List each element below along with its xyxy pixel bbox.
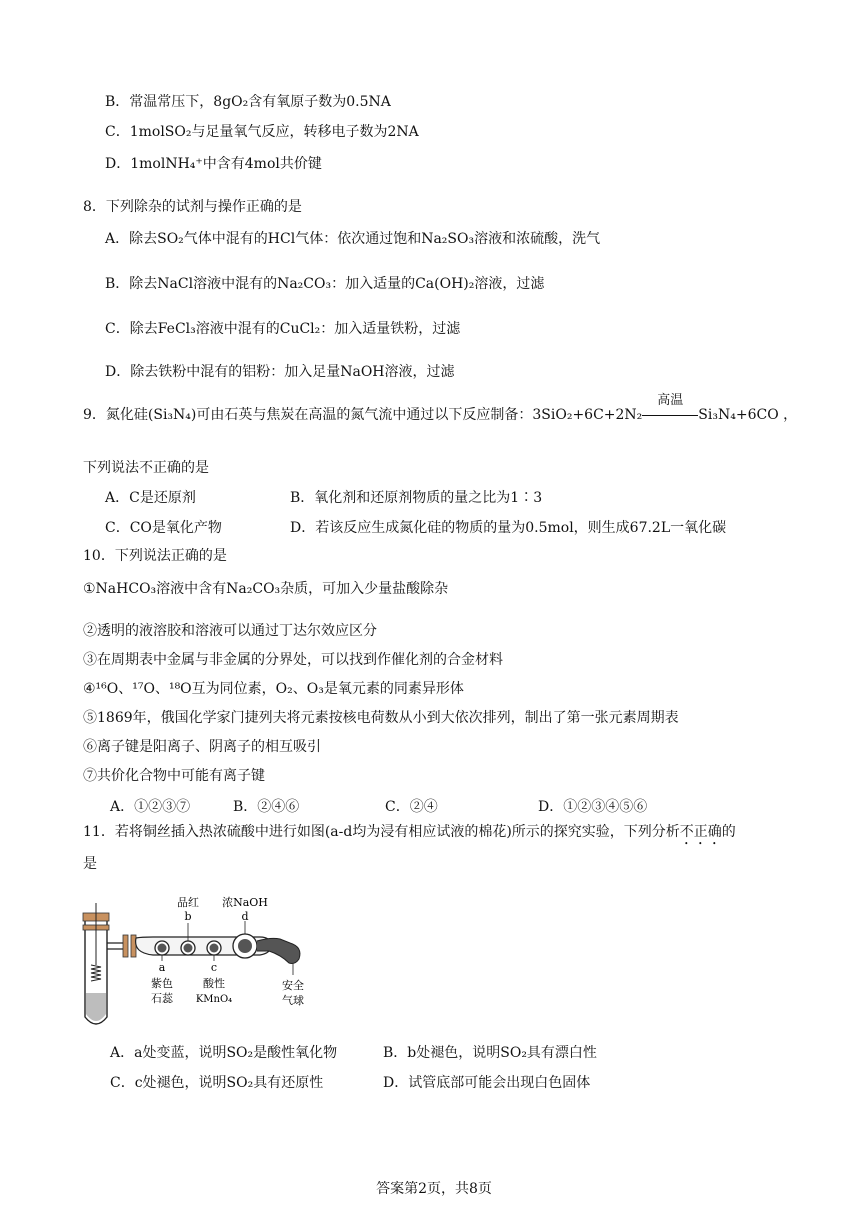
q7-option-b: B．常温常压下，8gO₂含有氧原子数为0.5NA [105,94,391,110]
q11-apparatus-figure [75,893,315,1038]
label-balloon-line1: 安全 [282,979,304,992]
q11-stem2: 是 [83,856,97,872]
q9-stem [83,393,798,425]
q11-stem-text: 11．若将铜丝插入热浓硫酸中进行如图(a-d均为浸有相应试液的棉花)所示的探究实验，下列分析 [83,824,680,840]
q11-option-b: B．b处褪色，说明SO₂具有漂白性 [383,1045,597,1061]
q10-stem: 10．下列说法正确的是 [83,548,227,564]
q9-option-c: C．CO是氧化产物 [105,520,222,536]
q9-option-a: A．C是还原剂 [105,490,196,506]
q7-option-d: D．1molNH₄⁺中含有4mol共价键 [105,156,322,172]
q11-stem-end: 的 [721,824,736,840]
q8-option-c: C．除去FeCl₃溶液中混有的CuCl₂：加入适量铁粉，过滤 [105,321,461,337]
q10-statement-7: ⑦共价化合物中可能有离子键 [83,768,265,784]
q10-option-a: A．①②③⑦ [110,799,191,815]
q8-option-d: D．除去铁粉中混有的铝粉：加入足量NaOH溶液，过滤 [105,364,455,380]
label-c: c [210,961,218,974]
q10-option-c: C．②④ [385,799,438,815]
q7-option-c: C．1molSO₂与足量氧气反应，转移电子数为2NA [105,124,419,140]
q9-equation-right: Si₃N₄+6CO ， [698,407,798,423]
q9-stem-text: 9．氮化硅(Si₃N₄)可由石英与焦炭在高温的氮气流中通过以下反应制备： [83,407,533,423]
label-d: d [241,910,249,923]
label-c-line1: 酸性 [203,977,225,990]
q9-condition: 高温 [657,393,684,408]
q11-stem-emphasis: 不正确 [679,824,722,840]
label-c-line2: KMnO₄ [195,994,233,1005]
label-balloon-line2: 气球 [282,994,304,1007]
label-d-top: 浓NaOH [222,896,268,909]
q11-option-d: D．试管底部可能会出现白色固体 [383,1075,591,1091]
q9-option-b: B．氧化剂和还原剂物质的量之比为1∶3 [290,490,543,506]
q8-option-a: A．除去SO₂气体中混有的HCl气体：依次通过饱和Na₂SO₃溶液和浓硫酸，洗气 [105,231,601,247]
q10-statement-6: ⑥离子键是阳离子、阴离子的相互吸引 [83,739,321,755]
q10-statement-5: ⑤1869年，俄国化学家门捷列夫将元素按核电荷数从小到大依次排列，制出了第一张元素周期表 [83,710,679,726]
q9-equation-arrow [642,393,698,425]
q11-option-a: A．a处变蓝，说明SO₂是酸性氧化物 [110,1045,338,1061]
label-a: a [158,961,166,974]
label-a-line1: 紫色 [151,977,173,990]
label-b: b [184,910,192,923]
q10-statement-1: ①NaHCO₃溶液中含有Na₂CO₃杂质，可加入少量盐酸除杂 [83,581,449,597]
q10-option-b: B．②④⑥ [233,799,300,815]
q11-option-c: C．c处褪色，说明SO₂具有还原性 [110,1075,324,1091]
page-footer: 答案第2页，共8页 [376,1181,492,1197]
q10-option-d: D．①②③④⑤⑥ [538,799,648,815]
label-a-line2: 石蕊 [151,992,173,1005]
q8-option-b: B．除去NaCl溶液中混有的Na₂CO₃：加入适量的Ca(OH)₂溶液，过滤 [105,276,545,292]
q10-statement-3: ③在周期表中金属与非金属的分界处，可以找到作催化剂的合金材料 [83,652,503,668]
q9-equation-left: 3SiO₂+6C+2N₂ [532,407,643,423]
q11-stem [83,822,736,848]
q9-option-d: D．若该反应生成氮化硅的物质的量为0.5mol，则生成67.2L一氧化碳 [290,520,727,536]
q10-statement-2: ②透明的液溶胶和溶液可以通过丁达尔效应区分 [83,623,377,639]
label-b-top: 品红 [177,896,199,909]
q9-stem2: 下列说法不正确的是 [83,460,209,476]
q8-stem: 8．下列除杂的试剂与操作正确的是 [83,199,302,215]
q10-statement-4: ④¹⁶O、¹⁷O、¹⁸O互为同位素，O₂、O₃是氧元素的同素异形体 [83,681,464,697]
